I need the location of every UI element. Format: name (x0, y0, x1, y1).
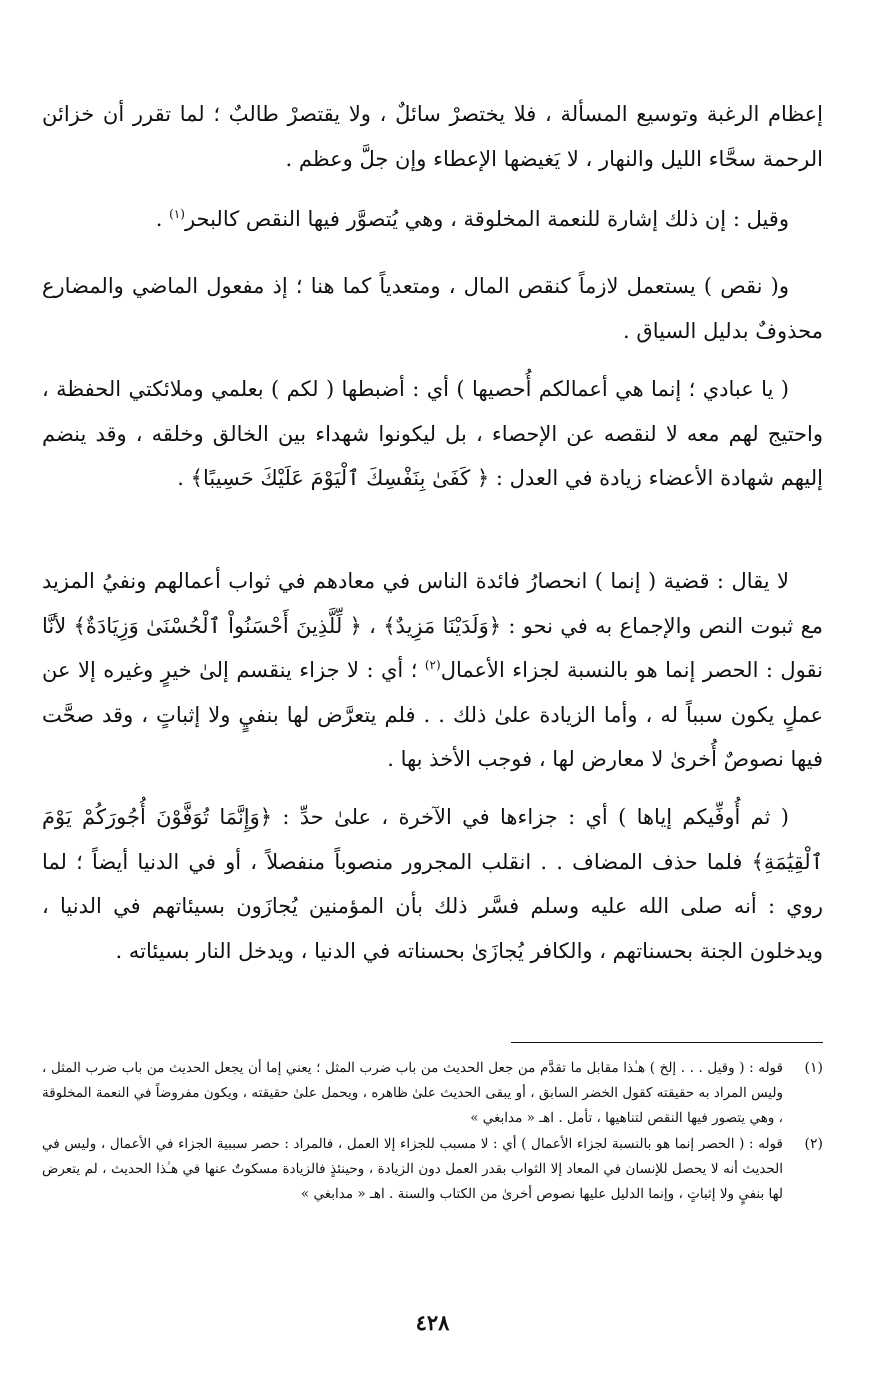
footnotes-section (42, 1056, 823, 1208)
paragraph-5 (42, 559, 823, 782)
paragraph-6-text: ( ثم أُوفِّيكم إياها ) أي : جزاءها في الآخرة ، علىٰ حدِّ : ﴿وَإِنَّمَا تُوَفَّوْنَ أُجُورَكُمْ يَوْمَ ٱلْقِيَٰمَةِ﴾ فلما حذف المضاف . . انقلب المجرور منصوباً منفصلاً ، أو في الدنيا أيضاً ؛ لما روي : أنه صلى الله عليه وسلم فسَّر ذلك بأن المؤمنين يُجازَون بسيئاتهم في الدنيا ، ويدخلون الجنة بحسناتهم ، والكافر يُجازَىٰ بحسناته في الدنيا ، ويدخل النار بسيئاته . (42, 805, 823, 963)
footnote-divider (511, 1042, 823, 1043)
paragraph-2-tail: . (155, 207, 170, 231)
footnote-number: (١) (804, 1060, 823, 1076)
footnote-ref-1[interactable]: (١) (169, 207, 185, 221)
paragraph-5-tail: ؛ أي : لا جزاء ينقسم إلىٰ خيرٍ وغيره إلا عن عملٍ يكون سبباً له ، وأما الزيادة علىٰ ذلك . . فلم يتعرَّض لها بنفيٍ ولا إثباتٍ ، وقد صحَّت فيها نصوصٌ أُخرىٰ لا معارض لها ، فوجب الأخذ بها . (42, 658, 823, 771)
footnote-text: قوله : ( وقيل . . . إلخ ) هـٰذا مقابل ما تقدَّم من جعل الحديث من باب ضرب المثل ؛ يعني إما أن يجعل الحديث من باب ضرب المثل ، وليس المراد به حقيقته كقول الخضر السابق ، أو يبقى الحديث علىٰ ظاهره ، ويحمل علىٰ حقيقته ، ويكون مفروضاً في النعمة المخلوقة ، وهي يتصور فيها النقص لتناهيها ، تأمل . اهـ « مدابغي » (42, 1060, 783, 1126)
page-number: ٤٢٨ (415, 1310, 450, 1335)
paragraph-6 (42, 795, 823, 973)
paragraph-1 (42, 92, 823, 181)
footnote-text: قوله : ( الحصر إنما هو بالنسبة لجزاء الأعمال ) أي : لا مسبب للجزاء إلا العمل ، فالمراد : حصر سببية الجزاء في الأعمال ، وليس في الحديث أنه لا يحصل للإنسان في المعاد إلا الثواب بقدر العمل دون الزيادة ، وحينئذٍ فالزيادة مسكوتٌ عنها في هـٰذا الحديث ، لم يتعرض لها بنفيٍ ولا إثباتٍ ، وإنما الدليل عليها نصوص أخرىٰ من الكتاب والسنة . اهـ « مدابغي » (42, 1136, 783, 1202)
paragraph-2-text: وقيل : إن ذلك إشارة للنعمة المخلوقة ، وهي يُتصوَّر فيها النقص كالبحر (184, 207, 789, 231)
footnote-ref-2[interactable]: (٢) (424, 658, 441, 672)
paragraph-2 (42, 197, 823, 242)
book-page (42, 92, 823, 1384)
footnote-2 (42, 1132, 823, 1207)
paragraph-5-text: لا يقال : قضية ( إنما ) انحصارُ فائدة الناس في معادهم في ثواب أعمالهم ونفيُ المزيد مع ثبوت النص والإجماع به في نحو : ﴿وَلَدَيْنَا مَزِيدٌ﴾ ، ﴿ لِّلَّذِينَ أَحْسَنُواْ ٱلْحُسْنَىٰ وَزِيَادَةٌ﴾ لأنَّا نقول : الحصر إنما هو بالنسبة لجزاء الأعمال (42, 569, 823, 682)
paragraph-4 (42, 367, 823, 501)
paragraph-4-text: ( يا عبادي ؛ إنما هي أعمالكم أُحصيها ) أي : أضبطها ( لكم ) بعلمي وملائكتي الحفظة ، واحتيج لهم معه لا لنقصه عن الإحصاء ، بل ليكونوا شهداء بين الخالق وخلقه ، وقد ينضم إليهم شهادة الأعضاء زيادة في العدل : ﴿ كَفَىٰ بِنَفْسِكَ ٱلْيَوْمَ عَلَيْكَ حَسِيبًا﴾ . (42, 377, 823, 490)
paragraph-3-text: و( نقص ) يستعمل لازماً كنقص المال ، ومتعدياً كما هنا ؛ إذ مفعول الماضي والمضارع محذوفٌ بدليل السياق . (42, 274, 823, 343)
paragraph-1-text: إعظام الرغبة وتوسيع المسألة ، فلا يختصرْ سائلٌ ، ولا يقتصرْ طالبٌ ؛ لما تقرر أن خزائن الرحمة سحَّاء الليل والنهار ، لا يَغيضها الإعطاء وإن جلَّ وعظم . (42, 102, 823, 171)
footnote-1 (42, 1056, 823, 1131)
paragraph-3 (42, 264, 823, 353)
footnote-number: (٢) (804, 1136, 823, 1152)
